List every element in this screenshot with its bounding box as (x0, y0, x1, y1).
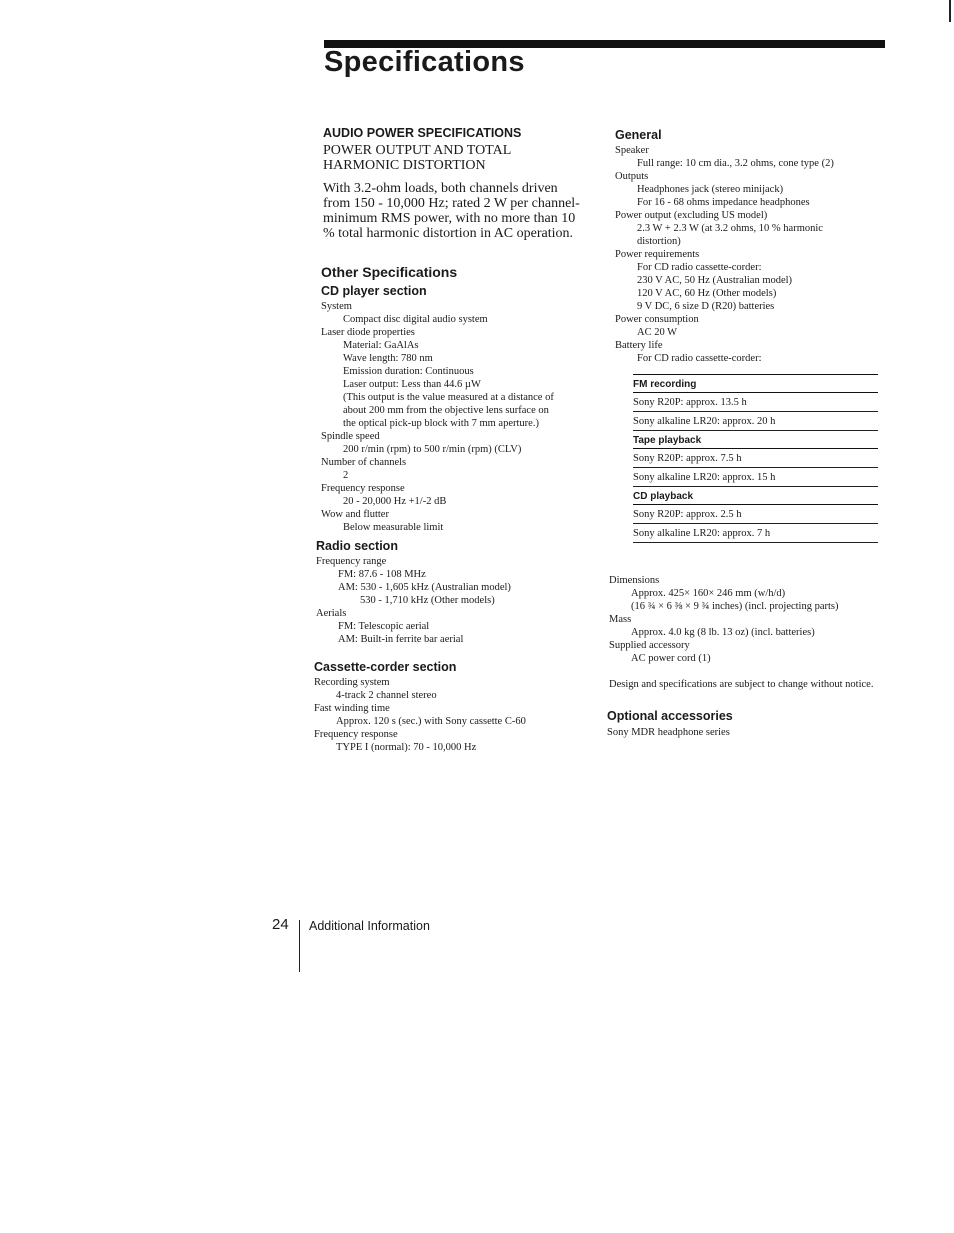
table-row (633, 393, 878, 412)
page-title: Specifications (324, 46, 525, 78)
cassette-section-heading: Cassette-corder section (314, 660, 457, 674)
cd-spec-label: Laser diode properties (321, 327, 415, 338)
table-row (633, 505, 878, 524)
cassette-spec-value: Approx. 120 s (sec.) with Sony cassette C-60 (336, 716, 526, 727)
physical-spec-label: Supplied accessory (609, 640, 690, 651)
general-spec-value: AC 20 W (637, 327, 678, 338)
radio-section (316, 539, 596, 646)
radio-spec-list (316, 555, 596, 646)
battery-table (633, 374, 878, 543)
battery-life-value: Sony alkaline LR20: approx. 20 h (633, 412, 878, 431)
general-section (615, 128, 885, 365)
general-spec-value: 120 V AC, 60 Hz (Other models) (637, 288, 777, 299)
physical-spec-label: Mass (609, 614, 632, 625)
general-spec-value: Full range: 10 cm dia., 3.2 ohms, cone type (2) (637, 158, 834, 169)
cd-spec-value: about 200 mm from the objective lens surface on (343, 405, 549, 416)
radio-spec-value: FM: 87.6 - 108 MHz (338, 569, 426, 580)
cassette-spec-value: 4-track 2 channel stereo (336, 690, 437, 701)
other-specifications (321, 264, 601, 534)
physical-spec-value: (16 ¾ × 6 ⅜ × 9 ¾ inches) (incl. projecting parts) (631, 601, 839, 612)
physical-spec-value: AC power cord (1) (631, 653, 711, 664)
radio-spec-value: FM: Telescopic aerial (338, 621, 430, 632)
cd-spec-value: 20 - 20,000 Hz +1/-2 dB (343, 496, 447, 507)
cd-spec-label: Spindle speed (321, 431, 380, 442)
battery-life-value: Sony R20P: approx. 13.5 h (633, 393, 878, 412)
optional-accessories-text: Sony MDR headphone series (607, 727, 730, 738)
cassette-spec-label: Frequency response (314, 729, 398, 740)
table-row (633, 524, 878, 543)
table-row (633, 412, 878, 431)
page-footer (272, 916, 430, 933)
general-spec-label: Battery life (615, 340, 663, 351)
cd-spec-label: Frequency response (321, 483, 405, 494)
cd-spec-label: Number of channels (321, 457, 407, 468)
audio-power-section (323, 126, 593, 241)
cd-spec-value: Material: GaAlAs (343, 340, 419, 351)
battery-table-group-header (633, 431, 878, 449)
change-notice: Design and specifications are subject to change without notice. (609, 679, 874, 690)
physical-section (609, 574, 884, 691)
footer-section-title: Additional Information (309, 919, 430, 933)
battery-mode-heading: CD playback (633, 487, 878, 505)
general-spec-label: Speaker (615, 145, 649, 156)
physical-spec-list (609, 574, 884, 665)
general-spec-value: 9 V DC, 6 size D (R20) batteries (637, 301, 775, 312)
physical-spec-value: Approx. 4.0 kg (8 lb. 13 oz) (incl. batteries) (631, 627, 815, 638)
cassette-section (314, 660, 594, 754)
general-spec-label: Power consumption (615, 314, 699, 325)
battery-life-value: Sony R20P: approx. 7.5 h (633, 449, 878, 468)
cd-spec-value: the optical pick-up block with 7 mm aperture.) (343, 418, 539, 429)
cassette-spec-value: TYPE I (normal): 70 - 10,000 Hz (336, 742, 477, 753)
general-spec-value: For CD radio cassette-corder: (637, 262, 762, 273)
battery-mode-heading: FM recording (633, 375, 878, 393)
general-spec-value: Headphones jack (stereo minijack) (637, 184, 784, 195)
other-specs-heading: Other Specifications (321, 264, 458, 280)
radio-spec-value: AM: 530 - 1,605 kHz (Australian model) (338, 582, 511, 593)
cd-section-heading: CD player section (321, 284, 427, 298)
general-spec-list (615, 144, 885, 365)
radio-spec-label: Aerials (316, 608, 347, 619)
optional-accessories-heading: Optional accessories (607, 709, 733, 723)
cd-spec-value: Wave length: 780 nm (343, 353, 433, 364)
cassette-spec-label: Fast winding time (314, 703, 390, 714)
radio-spec-label: Frequency range (316, 556, 387, 567)
cassette-spec-list (314, 676, 594, 754)
cd-spec-value: (This output is the value measured at a distance of (343, 392, 554, 403)
table-row (633, 449, 878, 468)
page-edge-mark (949, 0, 951, 22)
battery-mode-heading: Tape playback (633, 431, 878, 449)
radio-section-heading: Radio section (316, 539, 398, 553)
battery-table-group-header (633, 487, 878, 505)
battery-life-value: Sony alkaline LR20: approx. 15 h (633, 468, 878, 487)
general-spec-value: For CD radio cassette-corder: (637, 353, 762, 364)
page-number: 24 (272, 916, 289, 933)
general-spec-value: For 16 - 68 ohms impedance headphones (637, 197, 810, 208)
cd-spec-label: System (321, 301, 352, 312)
battery-life-value: Sony alkaline LR20: approx. 7 h (633, 524, 878, 543)
radio-spec-value: 530 - 1,710 kHz (Other models) (360, 595, 495, 606)
cd-spec-value: Emission duration: Continuous (343, 366, 474, 377)
audio-power-heading: AUDIO POWER SPECIFICATIONS (323, 126, 522, 140)
cd-spec-value: Laser output: Less than 44.6 µW (343, 379, 481, 390)
audio-paragraph: With 3.2-ohm loads, both channels driven from 150 - 10,000 Hz; rated 2 W per channel-minimum RMS power, with no more than 10 % total harmonic distortion in AC operation. (323, 181, 580, 241)
cd-spec-value: Below measurable limit (343, 522, 444, 533)
cd-spec-value: 2 (343, 470, 349, 481)
table-row (633, 468, 878, 487)
general-spec-label: Power requirements (615, 249, 700, 260)
audio-subheading-1: POWER OUTPUT AND TOTAL (323, 143, 512, 158)
optional-accessories-section (607, 709, 882, 739)
physical-spec-label: Dimensions (609, 575, 660, 586)
general-spec-value: 230 V AC, 50 Hz (Australian model) (637, 275, 793, 286)
general-spec-label: Outputs (615, 171, 649, 182)
cd-spec-value: 200 r/min (rpm) to 500 r/min (rpm) (CLV) (343, 444, 522, 455)
cd-spec-list (321, 300, 601, 534)
radio-spec-value: AM: Built-in ferrite bar aerial (338, 634, 464, 645)
general-heading: General (615, 128, 662, 142)
cassette-spec-label: Recording system (314, 677, 390, 688)
audio-subheading-2: HARMONIC DISTORTION (323, 158, 486, 173)
battery-table-group-header (633, 375, 878, 393)
battery-life-table (633, 374, 878, 543)
cd-spec-label: Wow and flutter (321, 509, 389, 520)
general-spec-value: distortion) (637, 236, 681, 247)
footer-divider (299, 920, 300, 972)
cd-spec-value: Compact disc digital audio system (343, 314, 488, 325)
physical-spec-value: Approx. 425× 160× 246 mm (w/h/d) (631, 588, 786, 599)
battery-life-value: Sony R20P: approx. 2.5 h (633, 505, 878, 524)
general-spec-label: Power output (excluding US model) (615, 210, 768, 221)
general-spec-value: 2.3 W + 2.3 W (at 3.2 ohms, 10 % harmonic (637, 223, 823, 234)
